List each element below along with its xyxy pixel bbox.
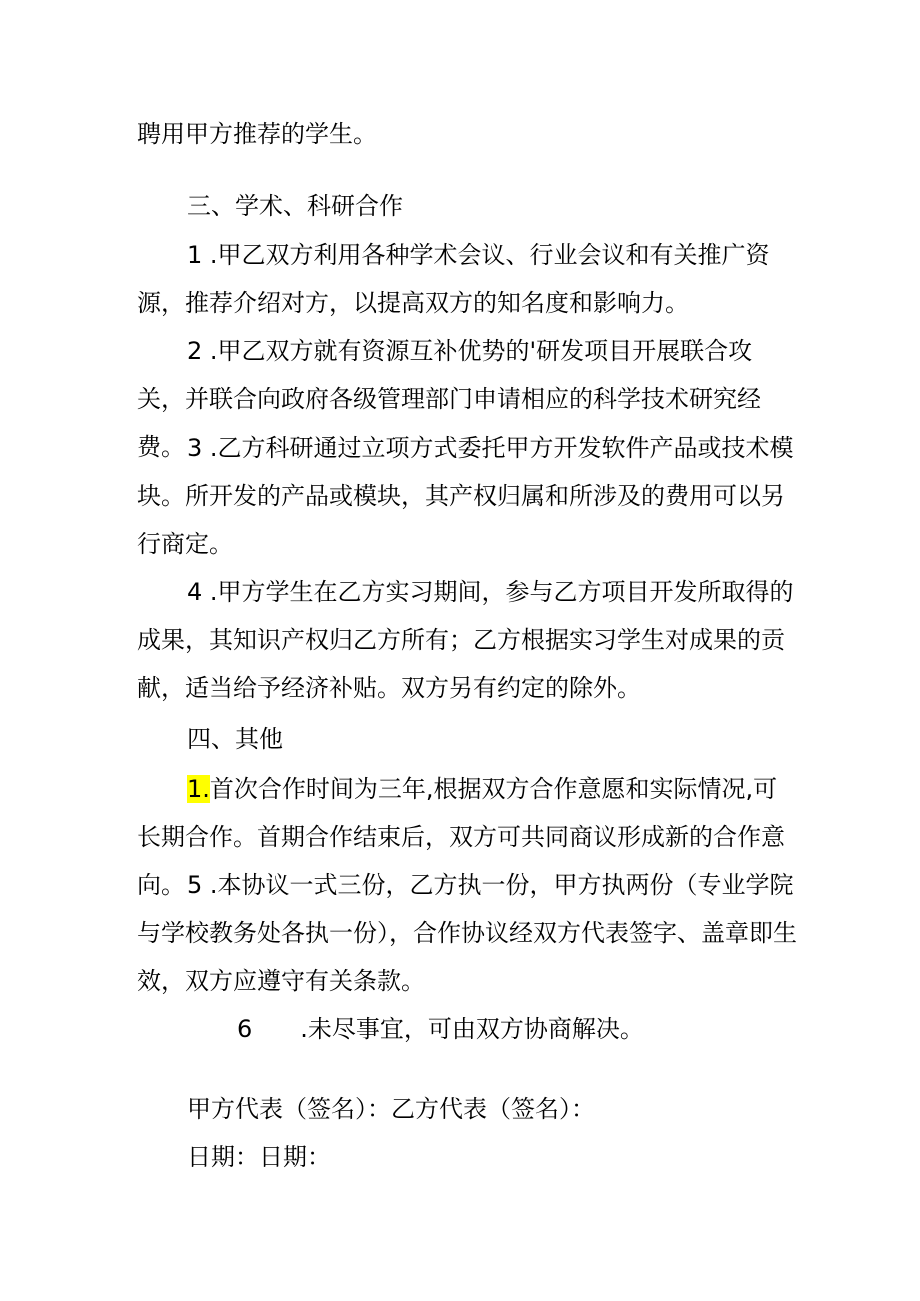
section-heading-3: 三、学术、科研合作: [187, 192, 403, 220]
list-item-4-5: 5 .本协议一式三份，乙方执一份，甲方执两份（专业学院与学校教务处各执一份），合作协议经双方代表签字、盖章即生效，双方应遵守有关条款。: [137, 871, 797, 995]
list-item-4-6-text: .未尽事宜，可由双方协商解决。: [300, 1015, 644, 1043]
list-item-3-1: 1 .甲乙双方利用各种学术会议、行业会议和有关推广资源，推荐介绍对方，以提高双方的知名度和影响力。: [137, 241, 770, 317]
date-line: 日期：日期：: [187, 1143, 331, 1171]
list-item-4-1-text: 首次合作时间为三年,根据双方合作意愿和实际情况,可长期合作。首期合作结束后，双方可共同商议形成新的合作意向。: [137, 775, 785, 899]
paragraph-carryover: 聘用甲方推荐的学生。: [137, 120, 377, 148]
list-item-4-6: [137, 1005, 797, 1053]
section-heading-4: 四、其他: [187, 725, 283, 753]
list-item-3-2: 2 .甲乙双方就有资源互补优势的'研发项目开展联合攻关，并联合向政府各级管理部门申请相应的科学技术研究经费。: [137, 337, 761, 461]
list-item-4-6-number: 6: [237, 1015, 253, 1043]
signature-line: 甲方代表（签名）：乙方代表（签名）：: [187, 1095, 595, 1123]
list-item-3-3: 3 .乙方科研通过立项方式委托甲方开发软件产品或技术模块。所开发的产品或模块，其产权归属和所涉及的费用可以另行商定。: [137, 434, 794, 558]
highlighted-number: 1.: [187, 775, 210, 803]
list-item-3-4: 4 .甲方学生在乙方实习期间，参与乙方项目开发所取得的成果，其知识产权归乙方所有；乙方根据实习学生对成果的贡献，适当给予经济补贴。双方另有约定的除外。: [137, 578, 794, 702]
